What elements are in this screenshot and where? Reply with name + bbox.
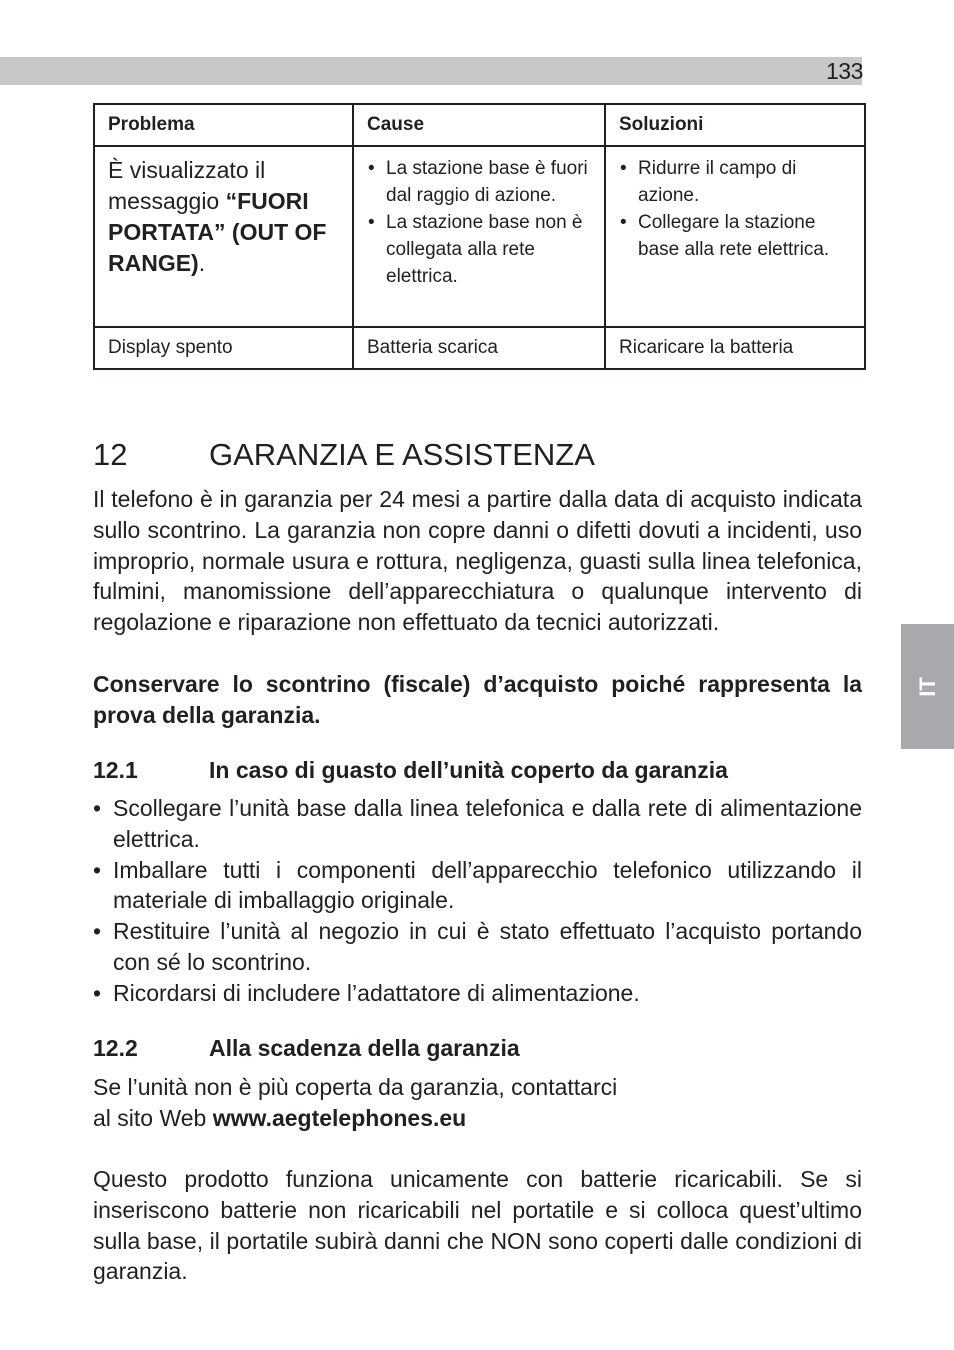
warranty-note-text: Conservare lo scontrino (fiscale) d’acquisto poiché rappresenta la prova della garanzia.	[93, 671, 862, 728]
cause-item: • La stazione base non è collegata alla rete elettrica.	[366, 209, 596, 290]
language-tab-label: IT	[914, 676, 940, 697]
problem-text: È visualizzato il messaggio	[108, 157, 266, 214]
problem-message: “FUORI PORTATA” (OUT OF RANGE)	[108, 188, 327, 276]
list-item: • Ricordarsi di includere l’adattatore di alimentazione.	[93, 978, 862, 1009]
solutions-cell	[605, 146, 865, 327]
list-item: • Scollegare l’unità base dalla linea telefonica e dalla rete di alimentazione elettrica.	[93, 793, 862, 855]
header-solutions: Soluzioni	[605, 104, 865, 146]
subsection-title: In caso di guasto dell’unità coperto da garanzia	[209, 757, 728, 783]
problem-suffix: .	[198, 250, 206, 276]
subsection-title: Alla scadenza della garanzia	[209, 1035, 520, 1061]
website-link[interactable]: www.aegtelephones.eu	[212, 1105, 467, 1131]
language-tab	[901, 624, 954, 749]
subsection-number: 12.2	[93, 1035, 138, 1061]
section-number: 12	[93, 437, 128, 472]
solution-item: • Ridurre il campo di azione.	[618, 155, 856, 209]
warranty-text: Il telefono è in garanzia per 24 mesi a partire dalla data di acquisto indicata sullo scontrino. La garanzia non copre danni o difetti dovuti a incidenti, uso improprio, normale usura e rottura, negligenza, guasti sulla linea telefonica, fulmini, manomissione dell’apparecchiatura o qualunque intervento di regolazione e riparazione non effettuato da tecnici autorizzati.	[93, 486, 862, 636]
table-header-row	[94, 104, 865, 146]
header-bar	[0, 57, 862, 85]
problem-cell: Display spento	[94, 327, 353, 369]
header-causes: Cause	[353, 104, 605, 146]
page-number: 133	[826, 58, 863, 84]
solution-cell: Ricaricare la batteria	[605, 327, 865, 369]
causes-cell	[353, 146, 605, 327]
warranty-note	[93, 669, 862, 731]
cause-cell: Batteria scarica	[353, 327, 605, 369]
table-row	[94, 327, 865, 369]
subsection-heading	[93, 757, 728, 784]
list-item: • Restituire l’unità al negozio in cui è stato effettuato l’acquisto portando con sé lo scontrino.	[93, 916, 862, 978]
table-row	[94, 146, 865, 327]
section-heading	[93, 437, 595, 473]
subsection-heading	[93, 1035, 520, 1062]
section-title: GARANZIA E ASSISTENZA	[209, 437, 595, 472]
website-prefix: al sito Web	[93, 1105, 213, 1131]
cause-item: • La stazione base è fuori dal raggio di azione.	[366, 155, 596, 209]
troubleshooting-table	[93, 103, 866, 370]
battery-note: Questo prodotto funziona unicamente con batterie ricaricabili. Se si inseriscono batterie non ricaricabili nel portatile e si colloca quest’ultimo sulla base, il portatile subirà danni che NON sono coperti dalle condizioni di garanzia.	[93, 1166, 862, 1285]
contact-line: Se l’unità non è più coperta da garanzia, contattarci	[93, 1074, 618, 1100]
subsection-number: 12.1	[93, 757, 138, 783]
steps-list	[93, 793, 862, 1009]
website-line	[93, 1103, 466, 1134]
solution-item: • Collegare la stazione base alla rete elettrica.	[618, 209, 856, 263]
list-item: • Imballare tutti i componenti dell’apparecchio telefonico utilizzando il materiale di imballaggio originale.	[93, 855, 862, 917]
header-problem: Problema	[94, 104, 353, 146]
problem-cell	[94, 146, 353, 327]
